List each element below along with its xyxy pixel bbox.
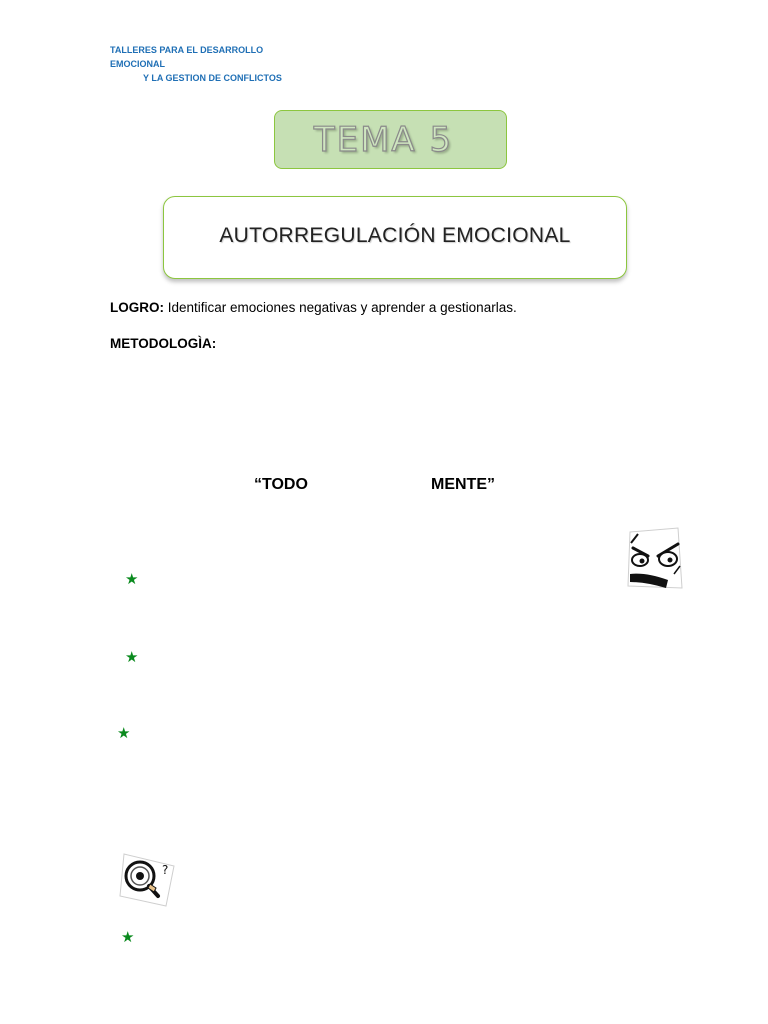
- header-line-1: TALLERES PARA EL DESARROLLO EMOCIONAL: [110, 45, 264, 69]
- logro-text: Identificar emociones negativas y aprender a gestionarlas.: [164, 300, 517, 315]
- svg-text:?: ?: [162, 863, 169, 877]
- tema-box: [274, 110, 507, 169]
- quote-left: “TODO: [254, 476, 308, 493]
- angry-face-icon: [624, 526, 684, 592]
- page-title: AUTORREGULACIÓN EMOCIONAL: [219, 223, 571, 247]
- tema-label: TEMA 5: [313, 119, 454, 160]
- bullet-star-icon: ★: [117, 725, 131, 742]
- bullet-star-icon: ★: [125, 649, 139, 666]
- magnifier-eye-icon: [118, 852, 176, 908]
- bullet-star-icon: ★: [121, 929, 135, 946]
- header-line-2: Y LA GESTION DE CONFLICTOS: [143, 73, 282, 83]
- metodologia-label: METODOLOGÌA:: [110, 336, 217, 351]
- title-box: [163, 196, 627, 279]
- document-header: [110, 43, 305, 85]
- quote-right: MENTE”: [431, 476, 495, 493]
- logro-label: LOGRO:: [110, 300, 164, 315]
- bullet-star-icon: ★: [125, 571, 139, 588]
- logro-paragraph: [110, 300, 517, 315]
